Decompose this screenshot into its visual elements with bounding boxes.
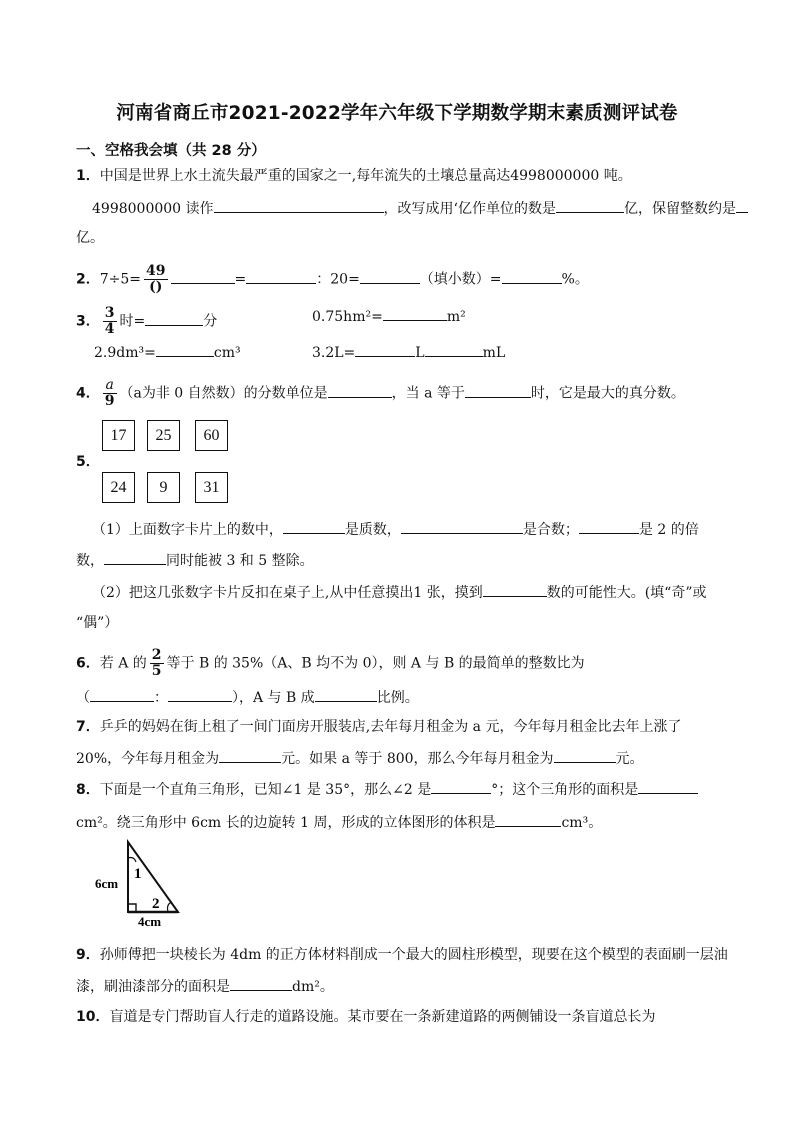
fraction-numerator: 2 [151,647,162,663]
fraction-numerator: 3 [104,305,115,321]
fraction-denominator: () [149,279,163,295]
page-title: 河南省商丘市2021-2022学年六年级下学期数学期末素质测评试卷 [116,103,678,124]
question-1-line1 [76,166,632,186]
answer-blank[interactable] [328,383,392,398]
question-text: 0.75hm²= [312,309,383,325]
answer-blank[interactable] [425,342,483,357]
question-5-part1 [92,519,699,540]
unit-label: m² [446,309,466,325]
question-6-line1 [76,648,585,679]
answer-blank[interactable] [355,342,415,357]
fraction [144,264,167,295]
question-number: 2． [76,271,100,288]
question-1-line2 [92,198,748,219]
question-text: ，改写成用‘亿作单位的数是 [383,201,556,217]
fraction-denominator: 5 [151,663,162,679]
question-9-line1 [76,945,728,965]
answer-blank[interactable] [230,976,292,991]
question-text: 若 A 的 [99,655,147,672]
question-text: （填小数）= [419,271,502,288]
question-text: ，当 a 等于 [391,385,465,402]
question-text: dm²。 [292,979,334,995]
answer-blank[interactable] [171,269,235,284]
question-number: 3． [76,313,100,330]
question-3-row2b [312,342,505,363]
fraction [103,306,117,337]
question-5-part2-cont: “偶”） [76,615,119,631]
answer-blank[interactable] [579,519,639,534]
question-text: 时，它是最大的真分数。 [530,385,685,402]
side-label: 6cm [95,876,119,891]
question-text: %。 [561,271,589,288]
question-text: ：20= [316,271,360,288]
question-number: 8． [76,782,100,798]
question-text: ： [154,690,168,706]
fraction-denominator: 9 [104,393,115,409]
question-text: 元。如果 a 等于 800，那么今年每月租金为 [281,751,554,767]
unit-label: L [415,345,425,361]
fraction [103,378,117,409]
question-number: 9． [76,947,100,963]
fraction-numerator: 49 [146,263,166,279]
section-heading: 一、空格我会填（共 28 分） [76,143,266,159]
question-text: 漆，刷油漆部分的面积是 [76,979,230,995]
answer-blank[interactable] [465,383,531,398]
question-text: 数， [76,553,104,569]
question-6-line2 [76,687,419,708]
answer-blank[interactable] [401,519,523,534]
fraction-numerator: a [103,378,117,394]
question-text: 4998000000 读作 [92,201,214,217]
question-8-line2 [76,812,602,833]
question-text: 盲道是专门帮助盲人行走的道路设施。某市要在一条新建道路的两侧铺设一条盲道总长为 [109,1009,656,1025]
question-text: 同时能被 3 和 5 整除。 [166,553,314,569]
right-triangle-figure [92,836,192,928]
question-2 [76,264,589,295]
base-label: 4cm [138,914,162,928]
question-text: （2）把这几张数字卡片反扣在桌子上,从中任意摸出1 张，摸到 [92,585,483,601]
number-card: 9 [147,472,180,503]
question-3-row2 [94,342,241,363]
answer-blank[interactable] [554,748,616,763]
question-text: 20%，今年每月租金为 [76,751,220,767]
number-card: 25 [147,420,180,451]
answer-blank[interactable] [736,198,748,213]
answer-blank[interactable] [156,342,214,357]
question-4 [76,378,685,409]
question-text: （ [76,690,90,706]
angle-1-arc [128,858,136,863]
fraction [150,648,164,679]
question-number: 1． [76,168,100,184]
question-number: 10． [76,1009,110,1025]
question-text: 中国是世界上水土流失最严重的国家之一,每年流失的土壤总量高达4998000000 吨。 [99,168,632,184]
question-10-line1 [76,1007,655,1027]
answer-blank[interactable] [246,269,316,284]
question-3-row1 [76,306,217,337]
answer-blank[interactable] [502,269,562,284]
answer-blank[interactable] [90,687,154,702]
number-card: 60 [195,420,228,451]
question-text: 是合数； [522,522,579,538]
question-number: 4． [76,385,100,402]
question-text: 7÷5= [99,271,142,288]
question-text: 是质数， [344,522,401,538]
question-5-part1-cont [76,550,314,571]
question-9-line2 [76,976,334,997]
question-text: 乒乒的妈妈在街上租了一间门面房开服装店,去年每月租金为 a 元，今年每月租金比去年上涨了 [99,719,682,735]
question-text: 亿，保留整数约是 [623,201,736,217]
question-text: ），A 与 B 成 [232,690,315,706]
unit-label: mL [482,345,506,361]
question-7-line2 [76,748,644,769]
question-text: °；这个三角形的面积是 [491,782,639,798]
question-number: 7． [76,719,100,735]
question-number: 5． [76,454,100,470]
answer-blank[interactable] [145,311,203,326]
question-text: 数的可能性大。(填“奇”或 [546,585,707,601]
unit-label: cm³ [213,345,241,361]
number-card: 24 [102,472,135,503]
answer-blank[interactable] [214,198,384,213]
question-text: 元。 [615,751,644,767]
question-text: = [234,271,247,288]
question-text: 等于 B 的 35%（A、B 均不为 0），则 A 与 B 的最简单的整数比为 [166,655,585,672]
answer-blank[interactable] [483,582,547,597]
answer-blank[interactable] [383,306,447,321]
answer-blank[interactable] [315,687,377,702]
question-text: 孙师傅把一块棱长为 4dm 的正方体材料削成一个最大的圆柱形模型，现要在这个模型的表面刷一层油 [99,947,728,963]
question-text: 是 2 的倍 [638,522,699,538]
unit-label: 分 [203,313,218,330]
question-text: 比例。 [376,690,419,706]
answer-blank[interactable] [431,779,491,794]
question-text: 下面是一个直角三角形，已知∠1 是 35°，那么∠2 是 [99,782,432,798]
angle-2-label: 2 [152,896,160,912]
number-card: 17 [102,420,135,451]
answer-blank[interactable] [168,687,232,702]
answer-blank[interactable] [219,748,281,763]
answer-blank[interactable] [495,812,561,827]
question-5-part2 [92,582,707,603]
question-1-line3: 亿。 [76,230,104,246]
answer-blank[interactable] [638,779,698,794]
question-3-row1b [312,306,466,327]
answer-blank[interactable] [104,550,166,565]
question-8-line1 [76,779,698,800]
question-text: 2.9dm³= [94,345,156,361]
question-number: 6． [76,655,100,672]
question-7-line1 [76,717,681,737]
answer-blank[interactable] [360,269,420,284]
angle-1-label: 1 [134,866,142,882]
answer-blank[interactable] [283,519,345,534]
question-text: 3.2L= [312,345,356,361]
question-text: 时= [119,313,146,330]
question-text: （a为非 0 自然数）的分数单位是 [119,385,328,402]
question-text: （1）上面数字卡片上的数中， [92,522,283,538]
number-card: 31 [195,472,228,503]
answer-blank[interactable] [556,198,624,213]
question-text: cm²。绕三角形中 6cm 长的边旋转 1 周，形成的立体图形的体积是 [76,815,496,831]
fraction-denominator: 4 [104,321,115,337]
question-text: cm³。 [561,815,603,831]
